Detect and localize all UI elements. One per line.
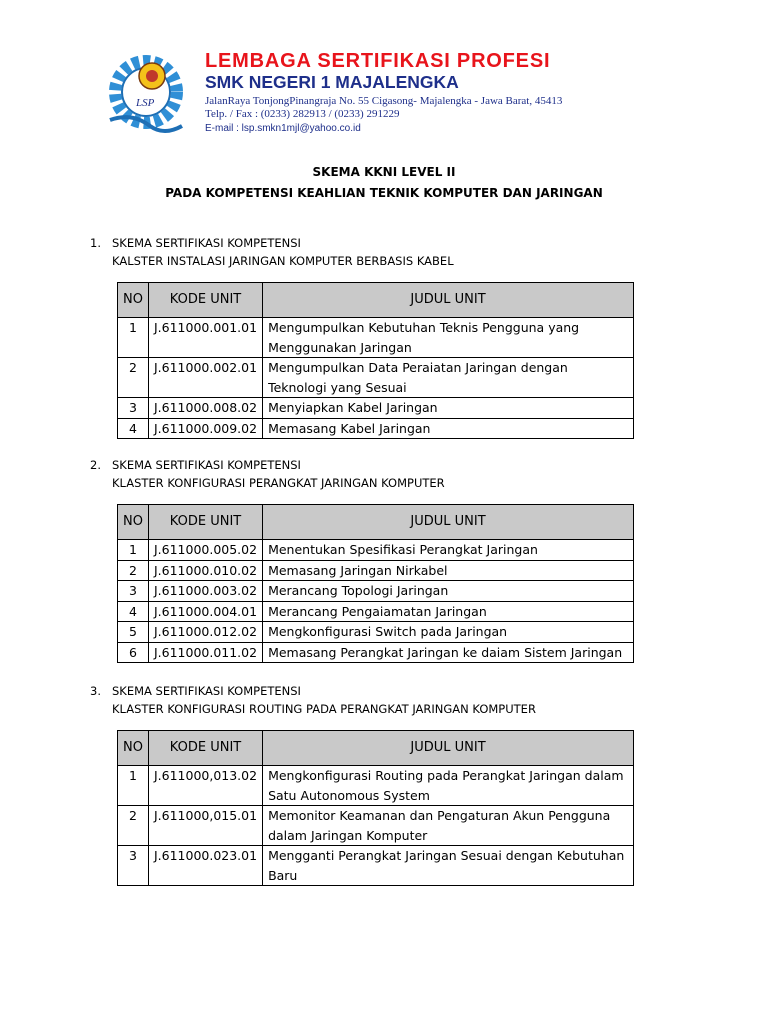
document-title: SKEMA KKNI LEVEL II	[312, 165, 456, 179]
org-title: LEMBAGA SERTIFIKASI PROFESI	[205, 50, 551, 72]
table-row	[118, 560, 634, 581]
cluster-name: KALSTER INSTALASI JARINGAN KOMPUTER BERBASIS KABEL	[112, 254, 454, 268]
cell-no: 2	[118, 806, 149, 846]
col-header-code: KODE UNIT	[148, 283, 262, 318]
col-header-title: JUDUL UNIT	[263, 731, 634, 766]
table-row	[118, 846, 634, 886]
cell-title: Mengkonfigurasi Routing pada Perangkat Jaringan dalam Satu Autonomous System	[263, 766, 634, 806]
cell-title: Memonitor Keamanan dan Pengaturan Akun Pengguna dalam Jaringan Komputer	[263, 806, 634, 846]
table-row	[118, 766, 634, 806]
shield-icon	[139, 63, 165, 89]
unit-table	[117, 504, 634, 663]
cell-no: 6	[118, 642, 149, 663]
cell-no: 1	[118, 318, 149, 358]
cell-no: 1	[118, 540, 149, 561]
section-number: 1.	[90, 236, 101, 250]
table-header-row	[118, 283, 634, 318]
unit-table	[117, 282, 634, 439]
cell-title: Memasang Jaringan Nirkabel	[263, 560, 634, 581]
section-number: 3.	[90, 684, 101, 698]
cell-title: Mengumpulkan Data Peraiatan Jaringan dengan Teknologi yang Sesuai	[263, 358, 634, 398]
section-number: 2.	[90, 458, 101, 472]
table-row	[118, 806, 634, 846]
address-line: JalanRaya TonjongPinangraja No. 55 Cigasong- Majalengka - Jawa Barat, 45413	[205, 95, 563, 107]
logo-text: LSP	[136, 97, 155, 109]
section-label: SKEMA SERTIFIKASI KOMPETENSI	[112, 236, 301, 250]
cell-code: J.611000,013.02	[148, 766, 262, 806]
section-heading	[90, 458, 445, 490]
email-line: E-mail : lsp.smkn1mjl@yahoo.co.id	[205, 123, 361, 134]
cell-title: Merancang Topologi Jaringan	[263, 581, 634, 602]
unit-table	[117, 730, 634, 886]
document-subtitle: PADA KOMPETENSI KEAHLIAN TEKNIK KOMPUTER DAN JARINGAN	[165, 186, 603, 200]
table-row	[118, 622, 634, 643]
col-header-no: NO	[118, 283, 149, 318]
cell-no: 2	[118, 560, 149, 581]
table-row	[118, 318, 634, 358]
cell-title: Menyiapkan Kabel Jaringan	[263, 398, 634, 419]
cell-title: Mengkonfigurasi Switch pada Jaringan	[263, 622, 634, 643]
col-header-title: JUDUL UNIT	[263, 505, 634, 540]
table-row	[118, 540, 634, 561]
table-row	[118, 642, 634, 663]
section-heading	[90, 684, 536, 716]
cell-code: J.611000.005.02	[148, 540, 262, 561]
cell-code: J.611000.010.02	[148, 560, 262, 581]
cell-title: Memasang Perangkat Jaringan ke daiam Sistem Jaringan	[263, 642, 634, 663]
cell-code: J.611000.002.01	[148, 358, 262, 398]
cell-code: J.611000.023.01	[148, 846, 262, 886]
cell-code: J.611000,015.01	[148, 806, 262, 846]
cell-no: 3	[118, 846, 149, 886]
cell-code: J.611000.004.01	[148, 601, 262, 622]
section-label: SKEMA SERTIFIKASI KOMPETENSI	[112, 684, 301, 698]
cell-no: 2	[118, 358, 149, 398]
col-header-title: JUDUL UNIT	[263, 283, 634, 318]
col-header-no: NO	[118, 505, 149, 540]
cell-title: Mengumpulkan Kebutuhan Teknis Pengguna yang Menggunakan Jaringan	[263, 318, 634, 358]
col-header-code: KODE UNIT	[148, 505, 262, 540]
cluster-name: KLASTER KONFIGURASI ROUTING PADA PERANGKAT JARINGAN KOMPUTER	[112, 702, 536, 716]
cell-no: 4	[118, 601, 149, 622]
cell-no: 3	[118, 581, 149, 602]
cell-title: Merancang Pengaiamatan Jaringan	[263, 601, 634, 622]
table-row	[118, 358, 634, 398]
cluster-name: KLASTER KONFIGURASI PERANGKAT JARINGAN KOMPUTER	[112, 476, 445, 490]
cell-code: J.611000.003.02	[148, 581, 262, 602]
section-heading	[90, 236, 454, 268]
col-header-code: KODE UNIT	[148, 731, 262, 766]
cell-title: Memasang Kabel Jaringan	[263, 418, 634, 439]
table-row	[118, 398, 634, 419]
cell-no: 5	[118, 622, 149, 643]
cell-code: J.611000.011.02	[148, 642, 262, 663]
cell-no: 1	[118, 766, 149, 806]
cell-code: J.611000.008.02	[148, 398, 262, 419]
cell-code: J.611000.001.01	[148, 318, 262, 358]
col-header-no: NO	[118, 731, 149, 766]
table-row	[118, 581, 634, 602]
cell-no: 3	[118, 398, 149, 419]
section-label: SKEMA SERTIFIKASI KOMPETENSI	[112, 458, 301, 472]
table-row	[118, 418, 634, 439]
cell-code: J.611000.012.02	[148, 622, 262, 643]
table-header-row	[118, 505, 634, 540]
school-name: SMK NEGERI 1 MAJALENGKA	[205, 72, 459, 92]
cell-no: 4	[118, 418, 149, 439]
lsp-logo	[104, 50, 184, 134]
cell-title: Menentukan Spesifikasi Perangkat Jaringan	[263, 540, 634, 561]
table-row	[118, 601, 634, 622]
table-header-row	[118, 731, 634, 766]
cell-title: Mengganti Perangkat Jaringan Sesuai dengan Kebutuhan Baru	[263, 846, 634, 886]
phone-line: Telp. / Fax : (0233) 282913 / (0233) 291229	[205, 108, 400, 120]
cell-code: J.611000.009.02	[148, 418, 262, 439]
